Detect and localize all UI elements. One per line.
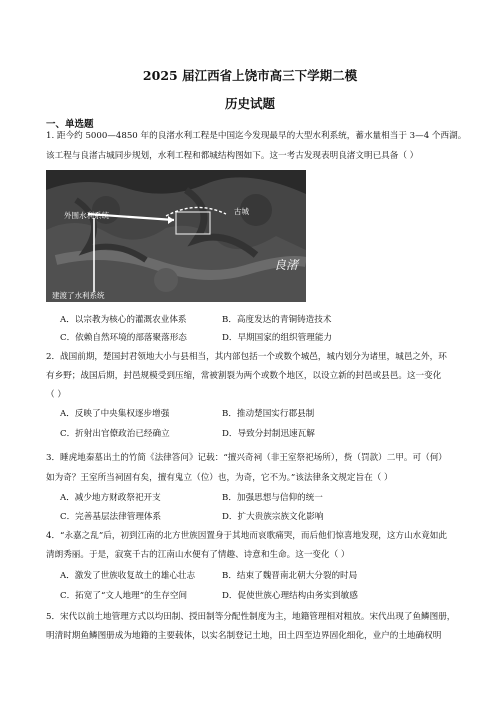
figure-label-outer: 外围水利系统 [64,211,109,220]
question-4-option-c[interactable]: C．拓宽了“文人地理”的生存空间 [60,591,188,601]
question-3-line-2: 如为奇？王室所当祠固有矣，擅有鬼立（位）也，为奇，它不为。”该法律条文规定旨在（ ） [46,473,393,483]
question-2-option-a[interactable]: A．反映了中央集权逐步增强 [60,409,170,419]
question-1-line-2: 该工程与良渚古城同步规划，水利工程和都城结构图如下。这一考古发现表明良渚文明已具备（ ） [46,151,419,161]
question-4-option-a[interactable]: A．激发了世族收复故土的雄心壮志 [60,571,196,581]
question-4-line-1: 4．“永嘉之乱”后，初到江南的北方世族因置身于其地而哀歌痛哭，而后他们惊喜地发现，这方山水竟如此 [46,531,447,541]
question-2-line-2: 有乡野；战国后期，封邑规模受到压缩，常被割裂为两个或数个地区，以设立新的封邑或县邑。这一变化 [46,371,442,381]
section-heading: 一、单选题 [46,119,94,130]
question-2-option-d[interactable]: D．导致分封制迅速瓦解 [222,429,315,439]
liangzhu-map-figure [46,170,306,302]
question-5-line-1: 5．宋代以前土地管理方式以均田制、授田制等分配性制度为主，地籍管理相对粗放。宋代出现了鱼鳞图册， [46,612,456,622]
exam-subtitle: 历史试题 [224,96,275,111]
question-2-option-b[interactable]: B．推动楚国实行郡县制 [222,409,315,419]
figure-signature: 良渚 [274,258,299,272]
question-4-line-2: 清朗秀丽。于是，寂寞千古的江南山水便有了情趣、诗意和生命。这一变化（ ） [46,550,350,560]
figure-label-city: 古城 [234,207,249,216]
question-3-line-1: 3．睡虎地秦墓出土的竹简《法律答问》记载：“擅兴奇祠（非王室祭祀场所），赀（罚款）二甲。可（何） [46,453,447,463]
question-1-line-1: 1. 距今约 5000—4850 年的良渚水利工程是中国迄今发现最早的大型水利系统，蓄水量相当于 3—4 个西湖。 [46,131,466,141]
question-2-line-1: 2．战国前期，楚国封君领地大小与县相当，其内部包括一个或数个城邑，城内划分为诸里，城邑之外，环 [46,352,447,362]
question-3-option-c[interactable]: C．完善基层法律管理体系 [60,512,162,522]
question-2-line-3: （ ） [46,390,66,400]
exam-title: 2025 届江西省上饶市高三下学期二模 [142,68,358,83]
question-5-line-2: 明清时期鱼鳞图册成为地籍的主要载体，以实名制登记土地，田土四至边界固化细化，业户的土地确权明 [46,631,442,641]
figure-label-inner: 建渡了水利系统 [52,291,105,300]
question-4-option-b[interactable]: B．结束了魏晋南北朝大分裂的时局 [222,571,358,581]
question-2-option-c[interactable]: C．折射出官僚政治已经确立 [60,429,170,439]
question-1-option-d[interactable]: D．早期国家的组织管理能力 [222,333,333,343]
question-1-option-b[interactable]: B．高度发达的青铜铸造技术 [222,315,332,325]
question-3-option-a[interactable]: A．减少地方财政祭祀开支 [60,493,161,503]
aerial-map-image [46,170,306,302]
question-1-option-a[interactable]: A．以宗教为核心的灌溉农业体系 [60,315,187,325]
question-1-option-c[interactable]: C．依赖自然环境的部落聚落形态 [60,333,187,343]
question-4-option-d[interactable]: D．促使世族心理结构由务实到敏感 [222,591,358,601]
question-3-option-b[interactable]: B．加强思想与信仰的统一 [222,493,323,503]
question-3-option-d[interactable]: D．扩大贵族宗族文化影响 [222,512,324,522]
